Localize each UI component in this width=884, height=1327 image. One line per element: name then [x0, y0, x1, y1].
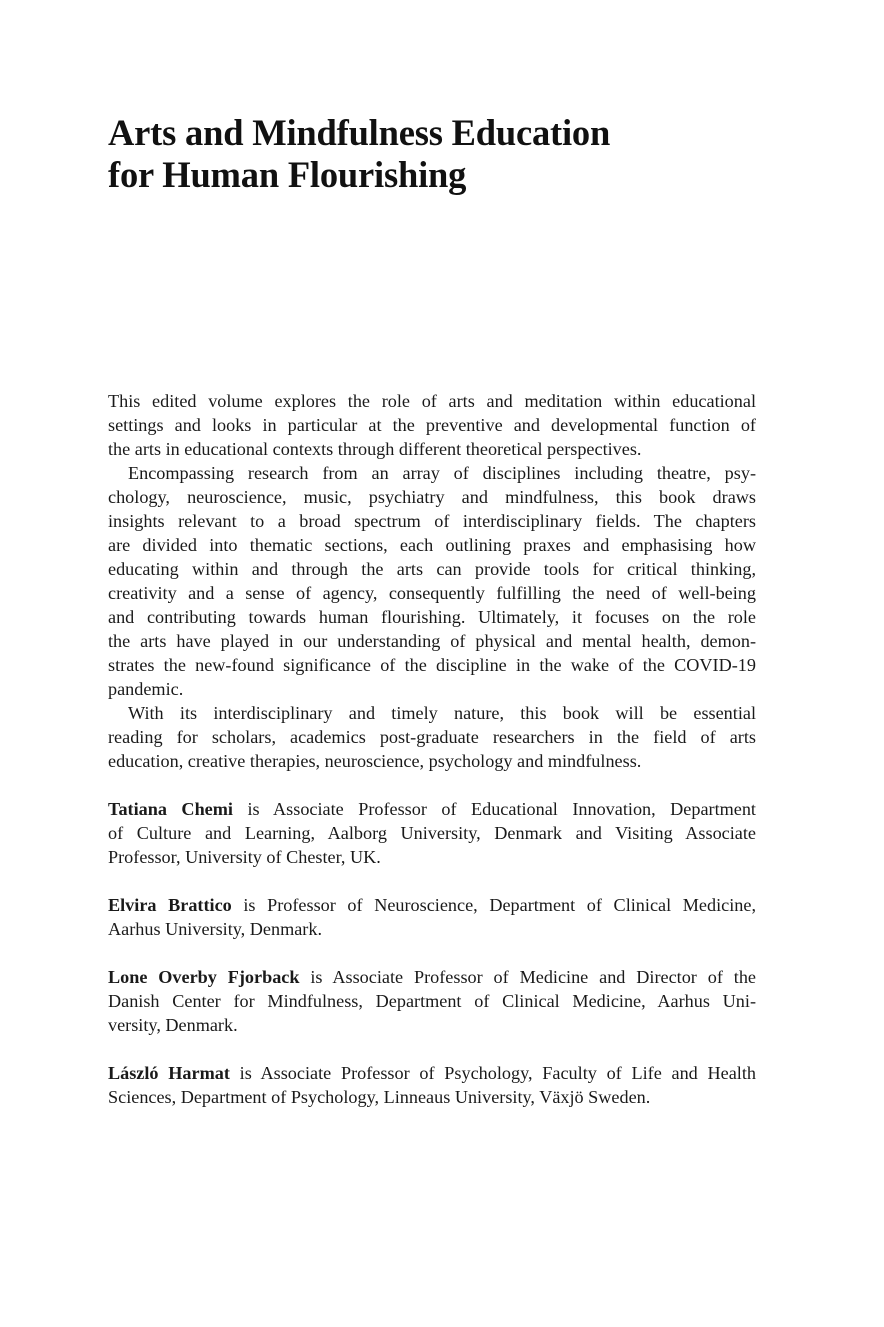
desc-p2-line: pandemic. [108, 679, 184, 699]
editor-name: László Harmat [108, 1063, 230, 1083]
desc-p3-line: With its interdisciplinary and timely nature, this book will be essential [128, 703, 756, 723]
bio-line: Danish Center for Mindfulness, Department of Clinical Medicine, Aarhus Uni- [108, 991, 756, 1011]
desc-p2-line: strates the new-found significance of the discipline in the wake of the COVID-19 [108, 655, 756, 675]
editor-bio [108, 797, 756, 869]
book-title [108, 112, 768, 196]
bio-line: of Culture and Learning, Aalborg University, Denmark and Visiting Associate [108, 823, 756, 843]
desc-p1-line: the arts in educational contexts through different theoretical perspectives. [108, 439, 642, 459]
desc-p2-line: and contributing towards human flourishing. Ultimately, it focuses on the role [108, 607, 756, 627]
bio-line [108, 965, 756, 989]
desc-p2-line: insights relevant to a broad spectrum of interdisciplinary fields. The chapters [108, 511, 756, 531]
desc-p2-line: are divided into thematic sections, each outlining praxes and emphasising how [108, 535, 756, 555]
title-line-2: for Human Flourishing [108, 154, 467, 195]
desc-p2-line: Encompassing research from an array of disciplines including theatre, psy- [128, 463, 756, 483]
desc-p1-line: settings and looks in particular at the preventive and developmental function of [108, 415, 756, 435]
desc-p2-line: the arts have played in our understanding of physical and mental health, demon- [108, 631, 756, 651]
bio-line [108, 893, 756, 917]
bio-line [108, 1061, 756, 1085]
editor-bio [108, 893, 756, 941]
desc-p2-line: educating within and through the arts can provide tools for critical thinking, [108, 559, 756, 579]
editor-name: Elvira Brattico [108, 895, 232, 915]
bio-text: is Professor of Neuroscience, Department of Clinical Medicine, [231, 895, 756, 915]
bio-text: is Associate Professor of Medicine and Director of the [299, 967, 756, 987]
bio-text: is Associate Professor of Educational Innovation, Department [232, 799, 756, 819]
bio-line: Professor, University of Chester, UK. [108, 847, 381, 867]
title-line-1: Arts and Mindfulness Education [108, 112, 611, 153]
desc-p2-line: chology, neuroscience, music, psychiatry and mindfulness, this book draws [108, 487, 756, 507]
desc-p1-line: This edited volume explores the role of arts and meditation within educational [108, 391, 756, 411]
editor-name: Lone Overby Fjorback [108, 967, 300, 987]
desc-p3-line: education, creative therapies, neuroscience, psychology and mindfulness. [108, 751, 642, 771]
bio-line: Sciences, Department of Psychology, Linneaus University, Växjö Sweden. [108, 1087, 651, 1107]
bio-line [108, 797, 756, 821]
editor-bio [108, 965, 756, 1037]
bio-line: Aarhus University, Denmark. [108, 919, 322, 939]
bio-line: versity, Denmark. [108, 1015, 238, 1035]
desc-p3-line: reading for scholars, academics post-graduate researchers in the field of arts [108, 727, 756, 747]
editor-name: Tatiana Chemi [108, 799, 233, 819]
bio-text: is Associate Professor of Psychology, Faculty of Life and Health [229, 1063, 756, 1083]
desc-p2-line: creativity and a sense of agency, consequently fulfilling the need of well-being [108, 583, 756, 603]
editor-bio [108, 1061, 756, 1109]
book-description [108, 389, 756, 773]
